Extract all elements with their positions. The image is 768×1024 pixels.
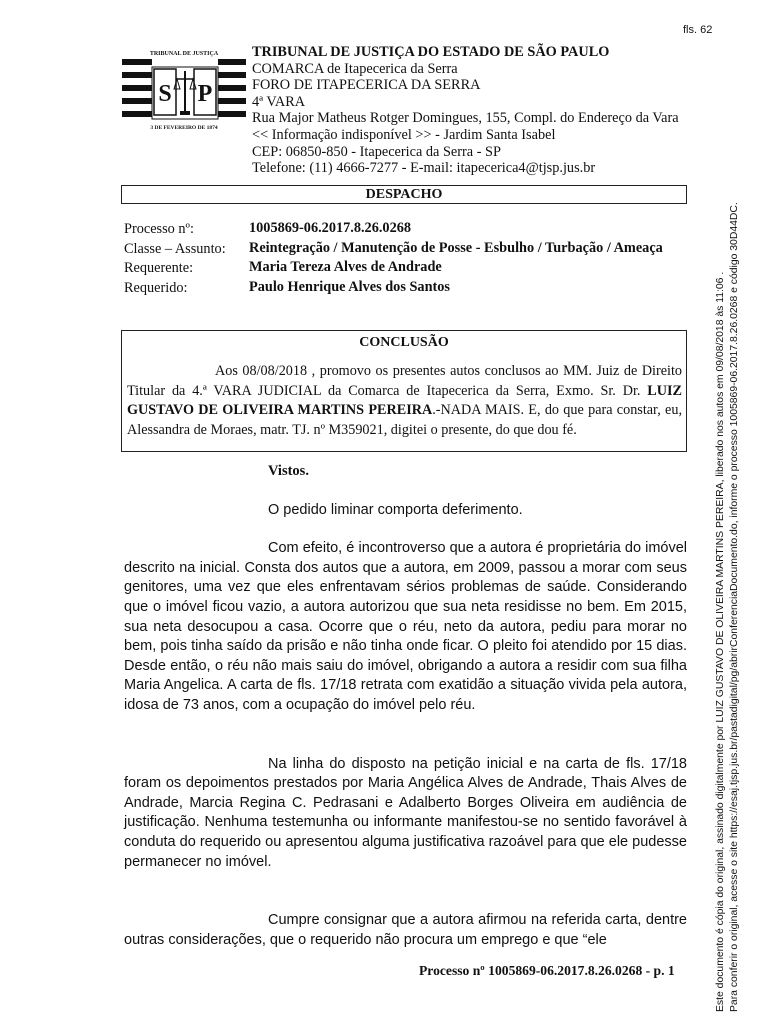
paragraph-2: Com efeito, é incontroverso que a autora é proprietária do imóvel descrito na inicial. Consta dos autos que a autora, em 2009, passou a morar com seus genitores, uma vez que eles enfrentavam sérios problemas de saúde. Considerando que o imóvel ficou vazio, a autora autorizou que sua neta residisse no bem. Em 2015, sua neta desocupou a casa. Ocorre que o réu, neto da autora, pediu para morar no bem, pois tinha saído da prisão e não tinha onde ficar. O pleito foi atendido por 15 dias. Desde então, o réu não mais saiu do imóvel, obrigando a autora a residir com sua filha Maria Angelica. A carta de fls. 17/18 retrata com exatidão a situação vivida pela autora, idosa de 73 anos, com a ocupação do imóvel pelo réu.: [124, 540, 687, 713]
page-footer: Processo nº 1005869-06.2017.8.26.0268 - p. 1: [419, 963, 675, 978]
vistos: Vistos.: [268, 463, 309, 479]
judge-name: LUIZ GUSTAVO DE OLIVEIRA MARTINS PEREIRA: [127, 382, 682, 419]
paragraph-4: Cumpre consignar que a autora afirmou na referida carta, dentre outras considerações, que o requerido não procura um emprego e que “ele: [124, 912, 687, 948]
requerente-label: Requerente:: [124, 260, 194, 276]
court-logo: [122, 45, 246, 133]
conclusao-text-after: .-NADA MAIS. E, do que para constar, eu, Alessandra de Moraes, matr. TJ. nº M359021, digitei o presente, do que dou fé.: [127, 402, 682, 438]
logo-letter-p: P: [197, 81, 213, 107]
logo-letter-s: S: [158, 81, 172, 107]
processo-label: Processo nº:: [124, 221, 194, 237]
logo-top-text: TRIBUNAL DE JUSTIÇA: [149, 51, 219, 57]
paragraph-3: Na linha do disposto na petição inicial e na carta de fls. 17/18 foram os depoimentos prestados por Maria Angélica Alves de Andrade, Thais Alves de Andrade, Marcia Regina C. Pedrasani e Adalberto Borges Oliveira em audiência de justificação. Nenhuma testemunha ou informante manifestou-se no sentido favorável à conduta do requerido ou apresentou alguma justificativa razoável para que ele pudesse permanecer no imóvel.: [124, 755, 687, 870]
requerente-value: Maria Tereza Alves de Andrade: [249, 259, 442, 275]
classe-value: Reintegração / Manutenção de Posse - Esbulho / Turbação / Ameaça: [249, 239, 663, 256]
processo-value: 1005869-06.2017.8.26.0268: [249, 220, 412, 236]
digital-signature-stamp: [714, 2, 768, 1012]
cep: CEP: 06850-850 - Itapecerica da Serra - SP: [252, 143, 501, 160]
conclusao-text-before: Aos 08/08/2018 , promovo os presentes autos conclusos ao MM. Juiz de Direito Titular da 4.ª VARA JUDICIAL da Comarca de Itapecerica da Serra, Exmo. Sr. Dr.: [127, 363, 682, 399]
address: Rua Major Matheus Rotger Domingues, 155, Compl. do Endereço da Vara: [252, 110, 679, 127]
classe-row: [124, 240, 684, 260]
requerente-row: [124, 259, 684, 279]
despacho-body: [124, 462, 687, 950]
requerido-value: Paulo Henrique Alves dos Santos: [249, 278, 450, 295]
neighborhood: << Informação indisponível >> - Jardim Santa Isabel: [252, 126, 556, 143]
court-name: TRIBUNAL DE JUSTIÇA DO ESTADO DE SÃO PAULO: [252, 44, 610, 60]
page-number-label: fls. 62: [683, 24, 713, 36]
processo-row: [124, 220, 684, 240]
document-title: DESPACHO: [121, 185, 687, 204]
vara: 4ª VARA: [252, 93, 306, 110]
foro: FORO DE ITAPECERICA DA SERRA: [252, 77, 481, 94]
requerido-label: Requerido:: [124, 279, 188, 296]
comarca: COMARCA de Itapecerica da Serra: [252, 60, 458, 77]
court-header: [252, 44, 679, 177]
court-seal-icon: [122, 45, 246, 133]
conclusao-text: [127, 362, 682, 440]
phone-email: Telefone: (11) 4666-7277 - E-mail: itapecerica4@tjsp.jus.br: [252, 160, 596, 177]
signature-line-2: Para conferir o original, acesse o site https://esaj.tjsp.jus.br/pastadigital/pg/abrirConferenciaDocumento.do, informe o processo 1005869-06.2017.8.26.0268 e código 30D44DC.: [728, 202, 740, 1012]
signature-line-1: Este documento é cópia do original, assinado digitalmente por LUIZ GUSTAVO DE OLIVEIRA MARTINS PEREIRA, liberado nos autos em 09/08/2018 às 11:06 .: [715, 271, 726, 1012]
case-info: [124, 220, 684, 298]
logo-bottom-text: 3 DE FEVEREIRO DE 1874: [150, 125, 218, 131]
paragraph-1: O pedido liminar comporta deferimento.: [268, 501, 523, 518]
conclusao-box: [121, 330, 687, 452]
conclusao-title: CONCLUSÃO: [359, 335, 449, 350]
requerido-row: [124, 279, 684, 299]
classe-label: Classe – Assunto:: [124, 240, 226, 257]
